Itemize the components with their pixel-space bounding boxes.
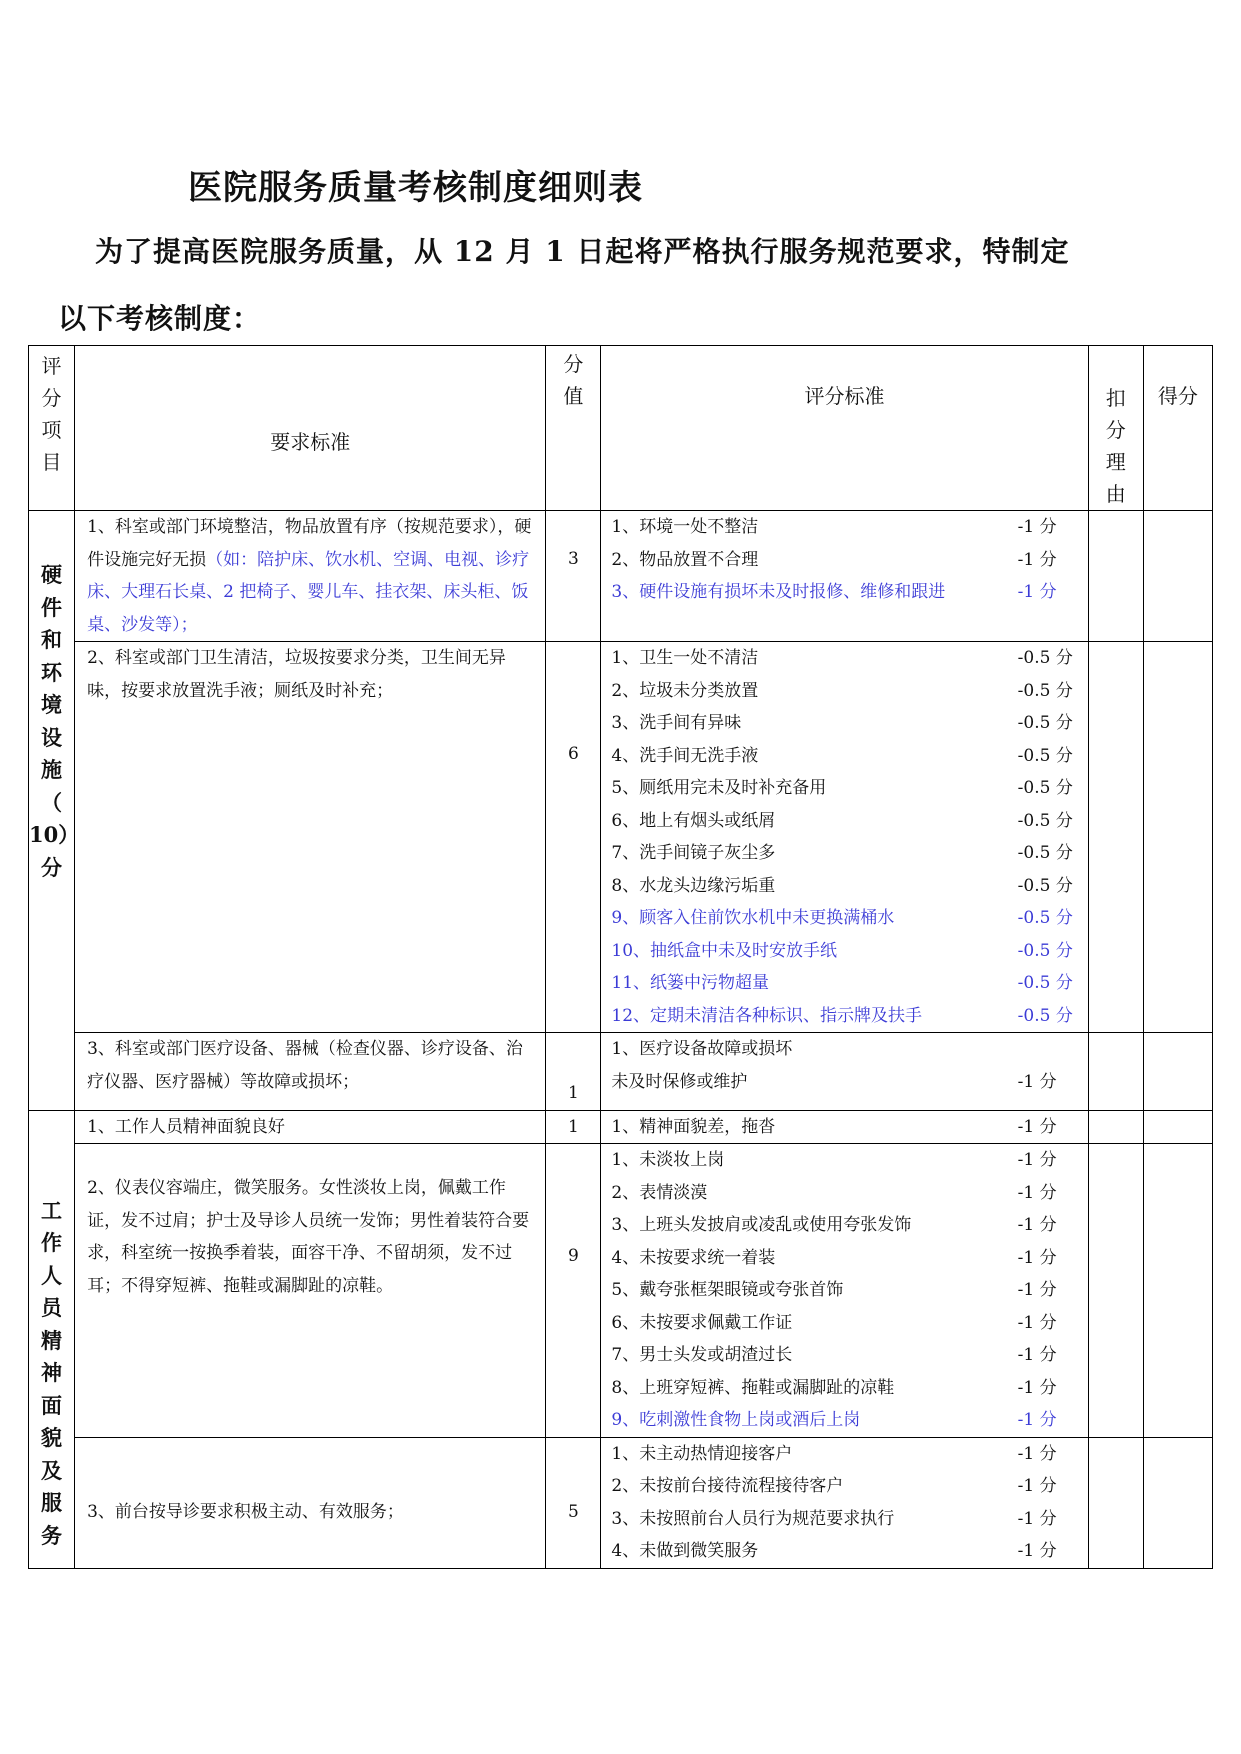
criteria-item [611,1274,1079,1307]
score-cell[interactable] [1143,642,1212,1033]
criteria-item [611,967,1079,1000]
criteria-item [611,1000,1079,1033]
criteria-text: 2、未按前台接待流程接待客户 [611,1476,844,1496]
category-char: 员 [41,1295,63,1320]
criteria-item [611,511,1079,544]
value-cell: 9 [546,1144,601,1438]
category-char: 环 [41,659,63,685]
criteria-cell [601,1437,1088,1568]
criteria-item [611,1144,1079,1177]
requirement-cell [75,1437,546,1568]
criteria-deduction: -1 分 [1017,1345,1057,1365]
category-char: 及 [41,1457,63,1483]
category-char: 分 [41,854,63,880]
criteria-deduction: -1 分 [1017,1443,1057,1464]
deduction-reason-cell[interactable] [1088,642,1143,1033]
criteria-text: 8、上班穿短裤、拖鞋或漏脚趾的凉鞋 [611,1377,895,1398]
criteria-deduction: -1 分 [1017,1280,1057,1300]
criteria-item [611,1339,1079,1372]
criteria-text: 3、未按照前台人员行为规范要求执行 [611,1508,895,1529]
criteria-text: 1、未淡妆上岗 [611,1150,725,1170]
requirement-cell [75,1110,546,1144]
criteria-deduction: -0.5 分 [1017,680,1073,701]
table-row [29,1144,1213,1438]
category-char: 服 [41,1490,63,1515]
category-char: 10） [29,822,80,847]
header-score: 得分 [1143,346,1212,511]
criteria-cell [601,1144,1088,1438]
category-char: 人 [41,1262,63,1288]
requirement-text: 3、前台按导诊要求积极主动、有效服务； [87,1501,404,1522]
category-char: 境 [41,692,63,717]
criteria-item [611,1535,1079,1568]
criteria-text: 10、抽纸盒中未及时安放手纸 [611,940,838,961]
criteria-deduction: -1 分 [1017,1150,1057,1170]
requirement-text: 2、仪表仪容端庄，微笑服务。女性淡妆上岗，佩戴工作证，发不过肩；护士及导诊人员统一发饰；男性着装符合要求，科室统一按换季着装，面容干净、不留胡须，发不过耳；不得穿短裤、拖鞋或漏脚趾的凉鞋。 [87,1178,530,1296]
category-char: 件 [41,594,63,620]
criteria-deduction: -1 分 [1017,1247,1057,1268]
criteria-deduction: -0.5 分 [1017,908,1073,928]
criteria-item [611,707,1079,740]
criteria-deduction: -0.5 分 [1017,843,1073,863]
deduction-reason-cell[interactable] [1088,1033,1143,1111]
criteria-text: 9、顾客入住前饮水机中未更换满桶水 [611,908,895,928]
header-requirement: 要求标准 [75,346,546,511]
value-cell: 3 [546,511,601,642]
criteria-deduction: -1 分 [1017,1312,1057,1333]
criteria-cell [601,1033,1088,1111]
criteria-item [611,740,1079,773]
criteria-text: 2、垃圾未分类放置 [611,680,759,701]
header-criteria: 评分标准 [601,346,1088,511]
criteria-text: 3、硬件设施有损坏未及时报修、维修和跟进 [611,582,946,602]
requirement-text: 1、工作人员精神面貌良好 [87,1116,285,1137]
criteria-item [611,675,1079,708]
criteria-text: 3、洗手间有异味 [611,713,742,733]
requirement-text-highlight: （如：陪护床、饮水机、空调、电视、诊疗床、大理石长桌、2 把椅子、婴儿车、挂衣架、床头柜、饭桌、沙发等）； [87,549,530,635]
table-row [29,1110,1213,1144]
score-cell[interactable] [1143,1144,1212,1438]
criteria-text: 1、未主动热情迎接客户 [611,1443,793,1464]
category-char: 设 [41,724,63,750]
header-row [29,346,1213,511]
requirement-cell [75,1033,546,1111]
category-char: 貌 [41,1425,63,1450]
criteria-text: 7、男士头发或胡渣过长 [611,1345,793,1365]
criteria-text: 5、戴夸张框架眼镜或夸张首饰 [611,1280,844,1300]
requirement-text: 3、科室或部门医疗设备、器械（检查仪器、诊疗设备、治疗仪器、医疗器械）等故障或损坏； [87,1039,523,1092]
criteria-text: 1、卫生一处不清洁 [611,648,759,668]
criteria-text: 7、洗手间镜子灰尘多 [611,843,776,863]
criteria-cell [601,511,1088,642]
criteria-text: 6、未按要求佩戴工作证 [611,1312,793,1333]
criteria-text: 9、吃刺激性食物上岗或酒后上岗 [611,1410,861,1430]
criteria-deduction: -1 分 [1017,1377,1057,1398]
table-row [29,511,1213,642]
criteria-item [611,1372,1079,1405]
criteria-text: 1、环境一处不整洁 [611,517,759,537]
deduction-reason-cell[interactable] [1088,511,1143,642]
category-char: （ [41,789,63,815]
criteria-item [611,870,1079,903]
criteria-text: 3、上班头发披肩或凌乱或使用夸张发饰 [611,1215,912,1235]
criteria-item [611,1066,1079,1099]
criteria-deduction: -0.5 分 [1017,1005,1073,1026]
criteria-item [611,805,1079,838]
deduction-reason-cell[interactable] [1088,1437,1143,1568]
deduction-reason-cell[interactable] [1088,1110,1143,1144]
category-char: 施 [41,757,63,782]
criteria-deduction: -1 分 [1017,1410,1057,1430]
criteria-item [611,935,1079,968]
table-row [29,1437,1213,1568]
criteria-deduction: -1 分 [1017,1476,1057,1496]
criteria-item [611,1177,1079,1210]
criteria-item [611,837,1079,870]
header-deduction-reason: 扣 分 理 由 [1088,346,1143,511]
intro-line-1: 为了提高医院服务质量，从 12 月 1 日起将严格执行服务规范要求，特制定 [95,235,1070,268]
category-char: 硬 [41,562,63,587]
header-value: 分 值 [546,346,601,511]
requirement-text: 2、科室或部门卫生清洁，垃圾按要求分类，卫生间无异味，按要求放置洗手液；厕纸及时补充； [87,648,506,701]
score-cell[interactable] [1143,1033,1212,1111]
criteria-text: 2、表情淡漠 [611,1182,708,1203]
criteria-text: 2、物品放置不合理 [611,549,759,570]
requirement-text: 1、科室或部门环境整洁，物品放置有序（按规范要求），硬件设施完好无损 [87,517,532,570]
category-char: 工 [41,1197,63,1223]
assessment-table [28,345,1213,1569]
table-row [29,642,1213,1033]
criteria-item [611,576,1079,609]
value-cell: 1 [546,1033,601,1111]
category-char: 作 [41,1230,63,1255]
criteria-deduction: -0.5 分 [1017,973,1073,993]
table-row [29,1033,1213,1111]
criteria-deduction: -1 分 [1017,1508,1057,1529]
criteria-item [611,1242,1079,1275]
category-cell [29,511,80,1111]
requirement-cell [75,1144,546,1438]
page-title: 医院服务质量考核制度细则表 [188,168,643,208]
category-char: 和 [41,627,63,652]
intro-line-2: 以下考核制度： [58,302,262,335]
criteria-text: 1、医疗设备故障或损坏 [611,1039,793,1059]
criteria-deduction: -1 分 [1017,1071,1057,1092]
criteria-deduction: -0.5 分 [1017,875,1073,896]
header-category: 评 分 项 目 [29,346,75,511]
requirement-cell [75,511,546,642]
criteria-deduction: -0.5 分 [1017,778,1073,798]
score-cell[interactable] [1143,1437,1212,1568]
criteria-text: 5、厕纸用完未及时补充备用 [611,778,827,798]
criteria-item [611,642,1079,675]
category-char: 精 [41,1327,63,1353]
requirement-cell [75,642,546,1033]
value-cell: 1 [546,1110,601,1144]
criteria-text: 12、定期未清洁各种标识、指示牌及扶手 [611,1005,923,1026]
criteria-cell [601,642,1088,1033]
criteria-item [611,902,1079,935]
criteria-deduction: -1 分 [1017,582,1057,602]
category-cell [29,1110,75,1568]
criteria-text: 8、水龙头边缘污垢重 [611,875,776,896]
deduction-reason-cell[interactable] [1088,1144,1143,1438]
criteria-text: 4、洗手间无洗手液 [611,745,759,766]
criteria-item [611,1470,1079,1503]
criteria-deduction: -1 分 [1017,1116,1057,1137]
criteria-deduction: -0.5 分 [1017,810,1073,831]
criteria-cell [601,1110,1088,1144]
criteria-item [611,544,1079,577]
criteria-deduction: -1 分 [1017,549,1057,570]
criteria-text: 11、纸篓中污物超量 [611,973,770,993]
score-cell[interactable] [1143,1110,1212,1144]
criteria-text: 6、地上有烟头或纸屑 [611,810,776,831]
criteria-deduction: -0.5 分 [1017,745,1073,766]
criteria-item [611,1209,1079,1242]
criteria-deduction: -0.5 分 [1017,940,1073,961]
criteria-text: 未及时保修或维护 [611,1071,748,1092]
criteria-deduction: -1 分 [1017,1215,1057,1235]
criteria-item [611,1033,1079,1066]
category-char: 神 [41,1360,63,1385]
criteria-deduction: -1 分 [1017,517,1057,537]
criteria-deduction: -0.5 分 [1017,648,1073,668]
criteria-deduction: -0.5 分 [1017,713,1073,733]
criteria-item [611,1503,1079,1536]
criteria-text: 1、精神面貌差，拖沓 [611,1116,776,1137]
criteria-deduction: -1 分 [1017,1541,1057,1561]
criteria-item [611,1307,1079,1340]
value-cell: 5 [546,1437,601,1568]
criteria-item [611,1438,1079,1471]
criteria-item [611,772,1079,805]
criteria-text: 4、未做到微笑服务 [611,1541,759,1561]
criteria-item [611,1404,1079,1437]
value-cell: 6 [546,642,601,1033]
category-char: 务 [41,1522,63,1548]
criteria-text: 4、未按要求统一着装 [611,1247,776,1268]
criteria-deduction: -1 分 [1017,1182,1057,1203]
criteria-deduction [1018,1033,1080,1066]
criteria-item [611,1111,1079,1144]
category-char: 面 [41,1392,63,1418]
score-cell[interactable] [1143,511,1212,642]
